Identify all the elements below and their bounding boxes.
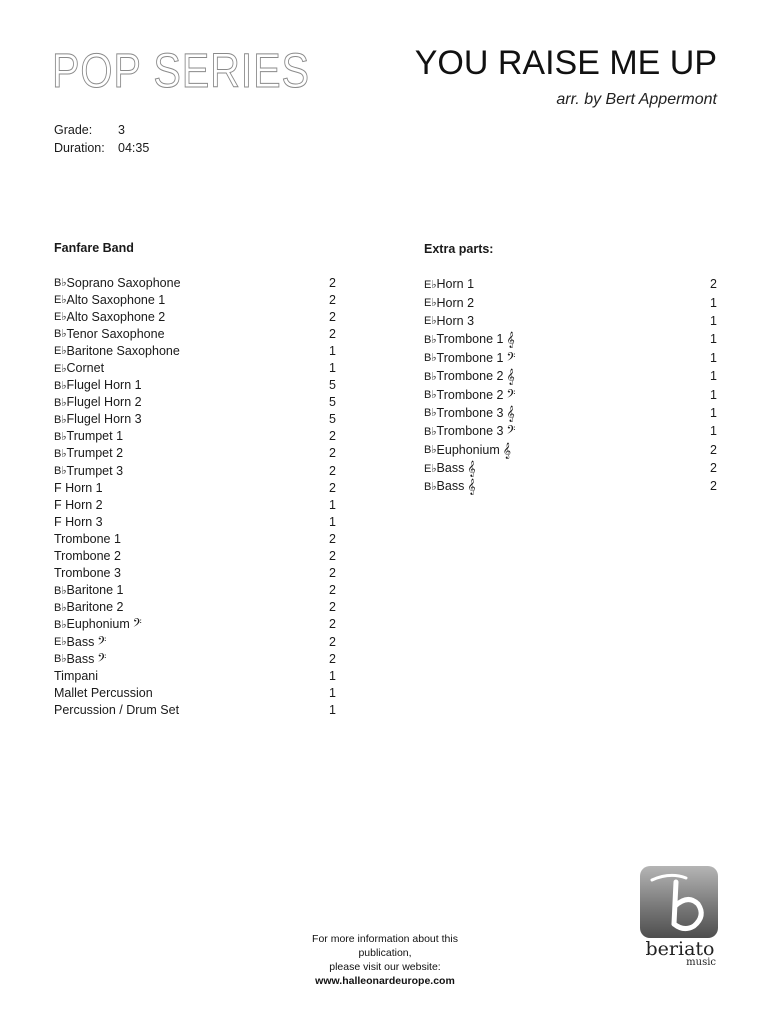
part-row [54, 325, 336, 342]
part-row [54, 394, 336, 411]
part-label: Alto Saxophone 2 [66, 309, 166, 324]
bass-clef-icon: 𝄢 [132, 616, 142, 633]
part-key: E♭ [424, 297, 437, 310]
part-row [54, 616, 336, 633]
part-name [424, 332, 515, 346]
part-row [54, 548, 336, 565]
part-label: Trombone 2 [436, 387, 504, 402]
part-quantity: 5 [329, 378, 336, 393]
part-row [54, 633, 336, 650]
part-quantity: 2 [329, 480, 336, 495]
treble-clef-icon: 𝄞 [467, 460, 476, 477]
part-key: B♭ [54, 396, 67, 409]
footer-info [285, 932, 485, 988]
part-row [54, 462, 336, 479]
part-name [424, 369, 515, 383]
part-quantity: 1 [329, 514, 336, 529]
part-key: B♭ [424, 444, 437, 457]
part-name [54, 515, 103, 529]
series-title: POP SERIES [52, 45, 310, 98]
treble-clef-icon: 𝄞 [502, 441, 512, 458]
part-name [54, 498, 103, 512]
treble-clef-icon: 𝄞 [506, 404, 515, 421]
grade-row [54, 121, 149, 139]
part-quantity: 1 [710, 332, 717, 347]
part-label: Soprano Saxophone [66, 275, 181, 290]
part-label: Trombone 2 [436, 369, 504, 384]
part-label: Flugel Horn 1 [66, 378, 142, 393]
part-name [54, 395, 142, 409]
part-quantity: 2 [329, 292, 336, 307]
part-quantity: 2 [710, 277, 717, 292]
part-key: B♭ [54, 601, 67, 614]
part-row [424, 441, 717, 459]
part-quantity: 2 [329, 583, 336, 598]
part-label: Bass [436, 479, 465, 494]
part-key: E♭ [54, 636, 67, 649]
part-label: F Horn 2 [54, 497, 103, 512]
extra-parts-list [424, 275, 717, 496]
part-key: B♭ [54, 618, 67, 631]
part-row [54, 650, 336, 667]
part-row [54, 308, 336, 325]
part-label: Horn 2 [436, 295, 475, 310]
part-label: Alto Saxophone 1 [66, 292, 166, 307]
part-label: Timpani [54, 668, 98, 683]
part-row [424, 293, 717, 311]
part-label: Bass [66, 651, 95, 666]
grade-label: Grade: [54, 123, 93, 137]
part-label: Euphonium [66, 617, 130, 632]
part-quantity: 2 [329, 566, 336, 581]
part-label: Percussion / Drum Set [54, 702, 180, 717]
part-row [54, 530, 336, 547]
part-label: Trumpet 1 [66, 429, 124, 444]
part-label: Trombone 3 [54, 566, 121, 581]
part-quantity: 1 [329, 685, 336, 700]
part-row [424, 459, 717, 477]
part-key: E♭ [54, 294, 67, 307]
part-quantity: 1 [329, 668, 336, 683]
part-name [54, 481, 103, 495]
part-name [54, 532, 121, 546]
part-label: Horn 1 [436, 277, 475, 292]
part-label: F Horn 3 [54, 514, 103, 529]
part-quantity: 2 [710, 442, 717, 457]
logo-subtitle: music [686, 957, 716, 968]
part-label: Trombone 3 [436, 424, 504, 439]
part-row [54, 513, 336, 530]
part-name [424, 461, 476, 475]
part-label: Trombone 1 [54, 531, 121, 546]
part-name [54, 549, 121, 563]
part-quantity: 2 [329, 549, 336, 564]
part-name [54, 635, 106, 649]
part-key: B♭ [54, 447, 67, 460]
part-key: B♭ [424, 407, 437, 420]
part-label: Flugel Horn 2 [66, 395, 142, 410]
treble-clef-icon: 𝄞 [467, 478, 476, 495]
part-quantity: 1 [329, 497, 336, 512]
part-key: B♭ [54, 413, 67, 426]
part-name [54, 276, 181, 290]
part-row [54, 599, 336, 616]
part-label: Baritone Saxophone [66, 343, 180, 358]
treble-clef-icon: 𝄞 [506, 331, 515, 348]
part-name [424, 388, 515, 402]
bass-clef-icon: 𝄢 [506, 423, 516, 440]
part-name [54, 429, 123, 443]
part-label: F Horn 1 [54, 480, 103, 495]
part-label: Trumpet 3 [66, 463, 124, 478]
bass-clef-icon: 𝄢 [97, 650, 107, 667]
part-name [54, 378, 142, 392]
fanfare-parts-list [54, 274, 336, 718]
part-label: Trombone 1 [436, 332, 504, 347]
part-quantity: 2 [329, 446, 336, 461]
part-name [54, 464, 123, 478]
duration-row [54, 139, 149, 157]
part-quantity: 2 [710, 479, 717, 494]
part-row [54, 565, 336, 582]
part-quantity: 2 [329, 429, 336, 444]
part-name [424, 277, 474, 291]
part-quantity: 2 [329, 634, 336, 649]
part-row [424, 404, 717, 422]
part-quantity: 1 [710, 369, 717, 384]
part-label: Euphonium [436, 442, 500, 457]
part-row [424, 477, 717, 495]
part-quantity: 1 [329, 343, 336, 358]
piece-title: YOU RAISE ME UP [414, 44, 717, 82]
part-name [424, 479, 476, 493]
part-key: B♭ [424, 425, 437, 438]
part-row [54, 274, 336, 291]
part-quantity: 1 [710, 405, 717, 420]
part-row [54, 359, 336, 376]
grade-value: 3 [118, 123, 125, 137]
part-name [54, 412, 142, 426]
part-quantity: 2 [329, 651, 336, 666]
part-key: E♭ [424, 278, 437, 291]
part-row [424, 312, 717, 330]
part-label: Baritone 1 [66, 583, 124, 598]
part-label: Bass [66, 634, 95, 649]
part-quantity: 1 [710, 424, 717, 439]
footer-website-link[interactable]: www.halleonardeurope.com [315, 975, 455, 987]
part-label: Cornet [66, 361, 105, 376]
part-key: E♭ [424, 315, 437, 328]
part-key: E♭ [54, 345, 67, 358]
part-quantity: 2 [329, 326, 336, 341]
part-name [54, 600, 124, 614]
part-quantity: 1 [710, 387, 717, 402]
part-row [424, 275, 717, 293]
part-quantity: 2 [329, 617, 336, 632]
footer-line-2: please visit our website: [329, 961, 441, 973]
part-row [54, 496, 336, 513]
part-name [54, 669, 98, 683]
part-label: Tenor Saxophone [66, 326, 165, 341]
treble-clef-icon: 𝄞 [506, 368, 515, 385]
part-key: B♭ [54, 430, 67, 443]
part-label: Trombone 1 [436, 350, 504, 365]
part-row [54, 428, 336, 445]
part-key: B♭ [54, 465, 67, 478]
part-name [54, 344, 180, 358]
part-row [54, 479, 336, 496]
part-quantity: 1 [710, 350, 717, 365]
part-key: B♭ [424, 370, 437, 383]
part-key: B♭ [54, 277, 67, 290]
part-row [54, 445, 336, 462]
part-quantity: 2 [329, 600, 336, 615]
part-quantity: 1 [329, 702, 336, 717]
part-name [54, 703, 179, 717]
fanfare-heading: Fanfare Band [54, 241, 134, 255]
logo-wordmark: beriato [645, 938, 715, 960]
part-key: E♭ [54, 311, 67, 324]
part-row [54, 684, 336, 701]
part-name [424, 314, 474, 328]
part-quantity: 1 [710, 295, 717, 310]
part-label: Trombone 3 [436, 405, 504, 420]
part-key: B♭ [54, 653, 67, 666]
piece-meta [54, 121, 149, 157]
part-name [54, 566, 121, 580]
part-label: Trombone 2 [54, 549, 121, 564]
part-name [54, 310, 165, 324]
bass-clef-icon: 𝄢 [506, 386, 516, 403]
part-key: B♭ [54, 328, 67, 341]
logo-badge [640, 866, 718, 938]
part-row [424, 422, 717, 440]
part-row [54, 377, 336, 394]
part-name [424, 296, 474, 310]
part-key: B♭ [424, 352, 437, 365]
bass-clef-icon: 𝄢 [97, 633, 107, 650]
part-label: Mallet Percussion [54, 685, 153, 700]
part-quantity: 2 [329, 275, 336, 290]
part-label: Bass [436, 461, 465, 476]
part-name [54, 686, 153, 700]
part-name [54, 327, 165, 341]
part-name [424, 443, 511, 457]
part-row [54, 667, 336, 684]
part-row [424, 349, 717, 367]
part-row [54, 291, 336, 308]
part-key: E♭ [424, 462, 437, 475]
part-name [54, 617, 142, 631]
part-name [424, 351, 515, 365]
part-key: E♭ [54, 362, 67, 375]
arranger-credit: arr. by Bert Appermont [556, 91, 717, 108]
part-row [424, 367, 717, 385]
part-row [54, 701, 336, 718]
part-label: Flugel Horn 3 [66, 412, 142, 427]
logo-b-icon [640, 866, 718, 938]
part-label: Trumpet 2 [66, 446, 124, 461]
part-name [54, 293, 165, 307]
part-name [54, 652, 106, 666]
part-row [54, 342, 336, 359]
part-key: B♭ [424, 480, 437, 493]
part-quantity: 2 [329, 309, 336, 324]
part-quantity: 1 [710, 313, 717, 328]
part-key: B♭ [54, 584, 67, 597]
part-quantity: 1 [329, 361, 336, 376]
part-quantity: 5 [329, 412, 336, 427]
part-quantity: 2 [329, 463, 336, 478]
part-name [54, 361, 104, 375]
part-key: B♭ [424, 333, 437, 346]
part-name [424, 406, 515, 420]
part-quantity: 2 [329, 531, 336, 546]
part-row [54, 582, 336, 599]
part-name [424, 424, 515, 438]
part-row [424, 330, 717, 348]
part-key: B♭ [54, 379, 67, 392]
part-row [54, 411, 336, 428]
duration-value: 04:35 [118, 141, 150, 155]
bass-clef-icon: 𝄢 [506, 349, 516, 366]
part-name [54, 446, 123, 460]
beriato-logo [640, 866, 720, 968]
part-label: Horn 3 [436, 313, 475, 328]
part-quantity: 2 [710, 461, 717, 476]
part-quantity: 5 [329, 395, 336, 410]
part-label: Baritone 2 [66, 600, 124, 615]
footer-line-1: For more information about this publication, [312, 933, 458, 959]
part-name [54, 583, 124, 597]
part-key: B♭ [424, 389, 437, 402]
extra-heading: Extra parts: [424, 242, 494, 256]
part-row [424, 385, 717, 403]
duration-label: Duration: [54, 141, 105, 155]
